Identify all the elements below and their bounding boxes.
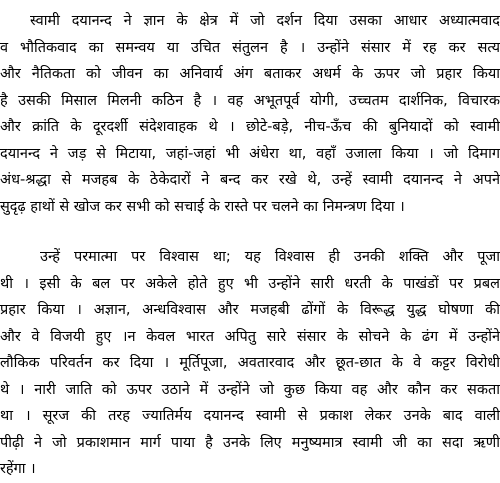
text-line: प्रहार किया । अज्ञान, अन्धविश्वास और मजहबी ढोंगों के विरूद्ध युद्ध घोषणा की bbox=[0, 302, 500, 318]
text-line: सुदृढ़ हाथों से खोज कर सभी को सचाई के रास्ते पर चलने का निमन्त्रण दिया । bbox=[0, 198, 405, 215]
text-line: और क्रांति के दूरदर्शी संदेशवाहक थे । छोटे-बड़े, नीच-ऊँच की बुनियादों को स्वामी bbox=[0, 119, 500, 135]
text-line: दयानन्द ने जड़ से मिटाया, जहां-जहां भी अंधेरा था, वहाँ उजाला किया । जो दिमाग bbox=[0, 145, 500, 162]
text-line: लौकिक परिवर्तन कर दिया । मूर्तिपूजा, अवतारवाद और छूत-छात के वे कट्टर विरोधी bbox=[0, 355, 500, 371]
text-line: थे । नारी जाति को ऊपर उठाने में उन्होंने जो कुछ किया वह और कौन कर सकता bbox=[0, 381, 500, 398]
text-line: था । सूरज की तरह ज्यातिर्मय दयानन्द स्वामी से प्रकाश लेकर उनके बाद वाली bbox=[0, 408, 500, 424]
text-line: है उसकी मिसाल मिलनी कठिन है । वह अभूतपूर्व योगी, उच्चतम दार्शनिक, विचारक bbox=[0, 92, 500, 109]
text-line: पीढ़ी ने जो प्रकाशमान मार्ग पाया है उनके लिए मनुष्यमात्र स्वामी जी का सदा ऋणी bbox=[0, 434, 500, 451]
text-line: स्वामी दयानन्द ने ज्ञान के क्षेत्र में जो दर्शन दिया उसका आधार अध्यात्मवाद bbox=[30, 13, 500, 29]
text-line: व भौतिकवाद का समन्वय या उचित संतुलन है । उन्होंने संसार में रह कर सत्य bbox=[0, 39, 500, 56]
text-line: अंध-श्रद्धा से मजहब के ठेकेदारों ने बन्द कर रखे थे, उन्हें स्वामी दयानन्द ने अपने bbox=[0, 172, 500, 188]
text-line: और नैतिकता को जीवन का अनिवार्य अंग बताकर अधर्म के ऊपर जो प्रहार किया bbox=[0, 66, 500, 82]
paragraph-1 bbox=[0, 8, 500, 220]
text-line: उन्हें परमात्मा पर विश्वास था; यह विश्वास ही उनकी शक्ति और पूजा bbox=[40, 249, 500, 265]
text-line: और वे विजयी हुए ।न केवल भारत अपितु सारे संसार के सोचने के ढंग में उन्होंने bbox=[0, 328, 500, 345]
paragraph-2 bbox=[0, 244, 500, 483]
text-line: थी । इसी के बल पर अकेले होते हुए भी उन्होंने सारी धरती के पाखंडों पर प्रबल bbox=[0, 275, 500, 292]
text-line: रहेंगा । bbox=[0, 461, 36, 477]
